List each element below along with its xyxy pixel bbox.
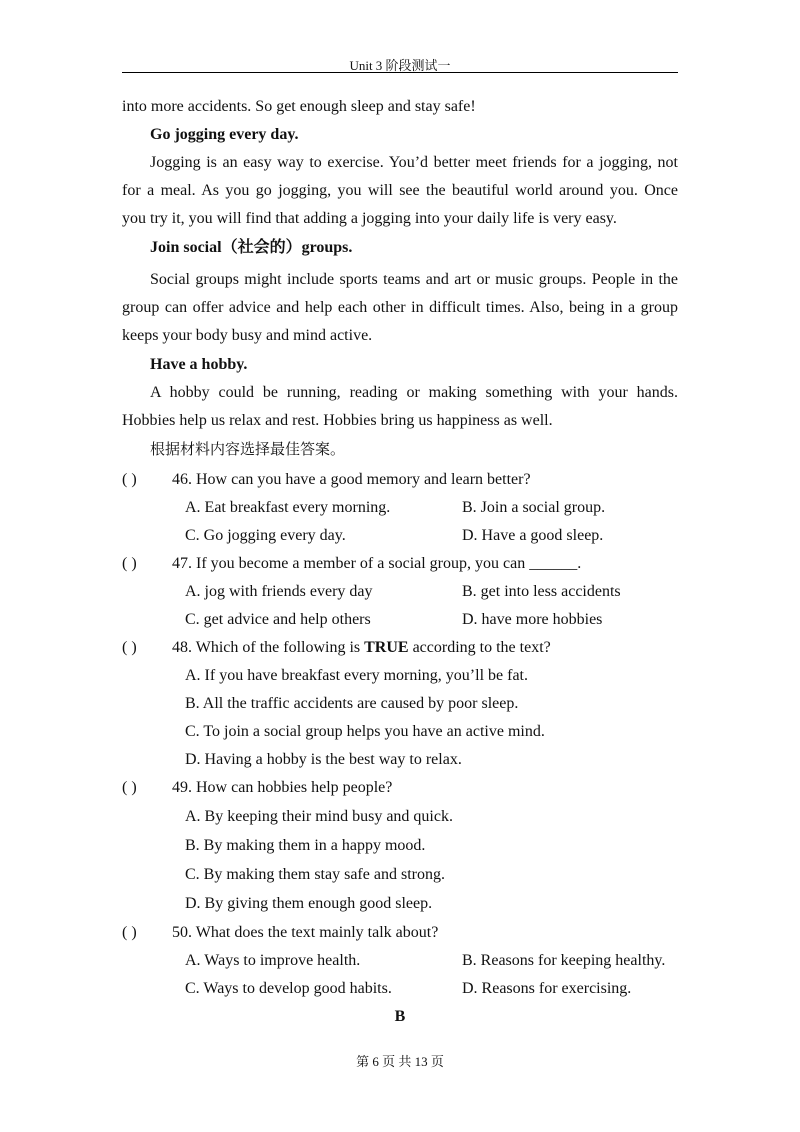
heading-hobby: Have a hobby.: [150, 356, 248, 373]
option-49-b[interactable]: B. By making them in a happy mood.: [185, 837, 426, 854]
option-48-a[interactable]: A. If you have breakfast every morning, you’ll be fat.: [185, 667, 528, 684]
question-47: 47. If you become a member of a social group, you can ______.: [172, 555, 582, 572]
question-48-post: according to the text?: [408, 639, 551, 656]
option-50-d[interactable]: D. Reasons for exercising.: [462, 980, 632, 997]
option-50-c[interactable]: C. Ways to develop good habits.: [185, 980, 392, 997]
option-47-a[interactable]: A. jog with friends every day: [185, 583, 373, 600]
page-header: Unit 3 阶段测试一: [349, 58, 451, 73]
instruction: 根据材料内容选择最佳答案。: [150, 440, 346, 458]
option-46-d[interactable]: D. Have a good sleep.: [462, 527, 604, 544]
heading-social: Join social（社会的）groups.: [150, 239, 353, 256]
answer-blank[interactable]: ( ): [122, 471, 137, 488]
option-47-d[interactable]: D. have more hobbies: [462, 611, 603, 628]
option-48-c[interactable]: C. To join a social group helps you have an active mind.: [185, 723, 545, 740]
passage-line: group can offer advice and help each other in difficult times. Also, being in a group: [122, 299, 678, 316]
answer-blank[interactable]: ( ): [122, 555, 137, 572]
passage-line: Hobbies help us relax and rest. Hobbies bring us happiness as well.: [122, 412, 553, 429]
option-48-b[interactable]: B. All the traffic accidents are caused by poor sleep.: [185, 695, 519, 712]
passage-line: Social groups might include sports teams and art or music groups. People in the: [150, 271, 678, 288]
passage-line: Jogging is an easy way to exercise. You’d better meet friends for a jogging, not: [150, 154, 678, 171]
question-48-pre: 48. Which of the following is: [172, 639, 365, 656]
option-47-c[interactable]: C. get advice and help others: [185, 611, 371, 628]
option-47-b[interactable]: B. get into less accidents: [462, 583, 621, 600]
passage-line: you try it, you will find that adding a jogging into your daily life is very easy.: [122, 210, 617, 227]
answer-blank[interactable]: ( ): [122, 924, 137, 941]
option-46-c[interactable]: C. Go jogging every day.: [185, 527, 346, 544]
answer-blank[interactable]: ( ): [122, 639, 137, 656]
option-49-a[interactable]: A. By keeping their mind busy and quick.: [185, 808, 453, 825]
passage-line: for a meal. As you go jogging, you will see the beautiful world around you. Once: [122, 182, 678, 199]
option-46-a[interactable]: A. Eat breakfast every morning.: [185, 499, 391, 516]
question-50: 50. What does the text mainly talk about?: [172, 924, 439, 941]
option-49-c[interactable]: C. By making them stay safe and strong.: [185, 866, 445, 883]
option-50-a[interactable]: A. Ways to improve health.: [185, 952, 361, 969]
question-49: 49. How can hobbies help people?: [172, 779, 393, 796]
answer-blank[interactable]: ( ): [122, 779, 137, 796]
question-48: [172, 637, 551, 659]
passage-line: keeps your body busy and mind active.: [122, 327, 373, 344]
passage-line: into more accidents. So get enough sleep and stay safe!: [122, 98, 476, 115]
page-footer: 第 6 页 共 13 页: [356, 1054, 444, 1069]
passage-line: A hobby could be running, reading or making something with your hands.: [150, 384, 678, 401]
option-50-b[interactable]: B. Reasons for keeping healthy.: [462, 952, 666, 969]
option-48-d[interactable]: D. Having a hobby is the best way to relax.: [185, 751, 462, 768]
section-b-heading: B: [394, 1008, 406, 1025]
heading-jogging: Go jogging every day.: [150, 126, 299, 143]
question-46: 46. How can you have a good memory and learn better?: [172, 471, 531, 488]
question-48-emphasis: TRUE: [364, 639, 409, 656]
option-49-d[interactable]: D. By giving them enough good sleep.: [185, 895, 433, 912]
header-rule: [122, 72, 678, 73]
option-46-b[interactable]: B. Join a social group.: [462, 499, 606, 516]
